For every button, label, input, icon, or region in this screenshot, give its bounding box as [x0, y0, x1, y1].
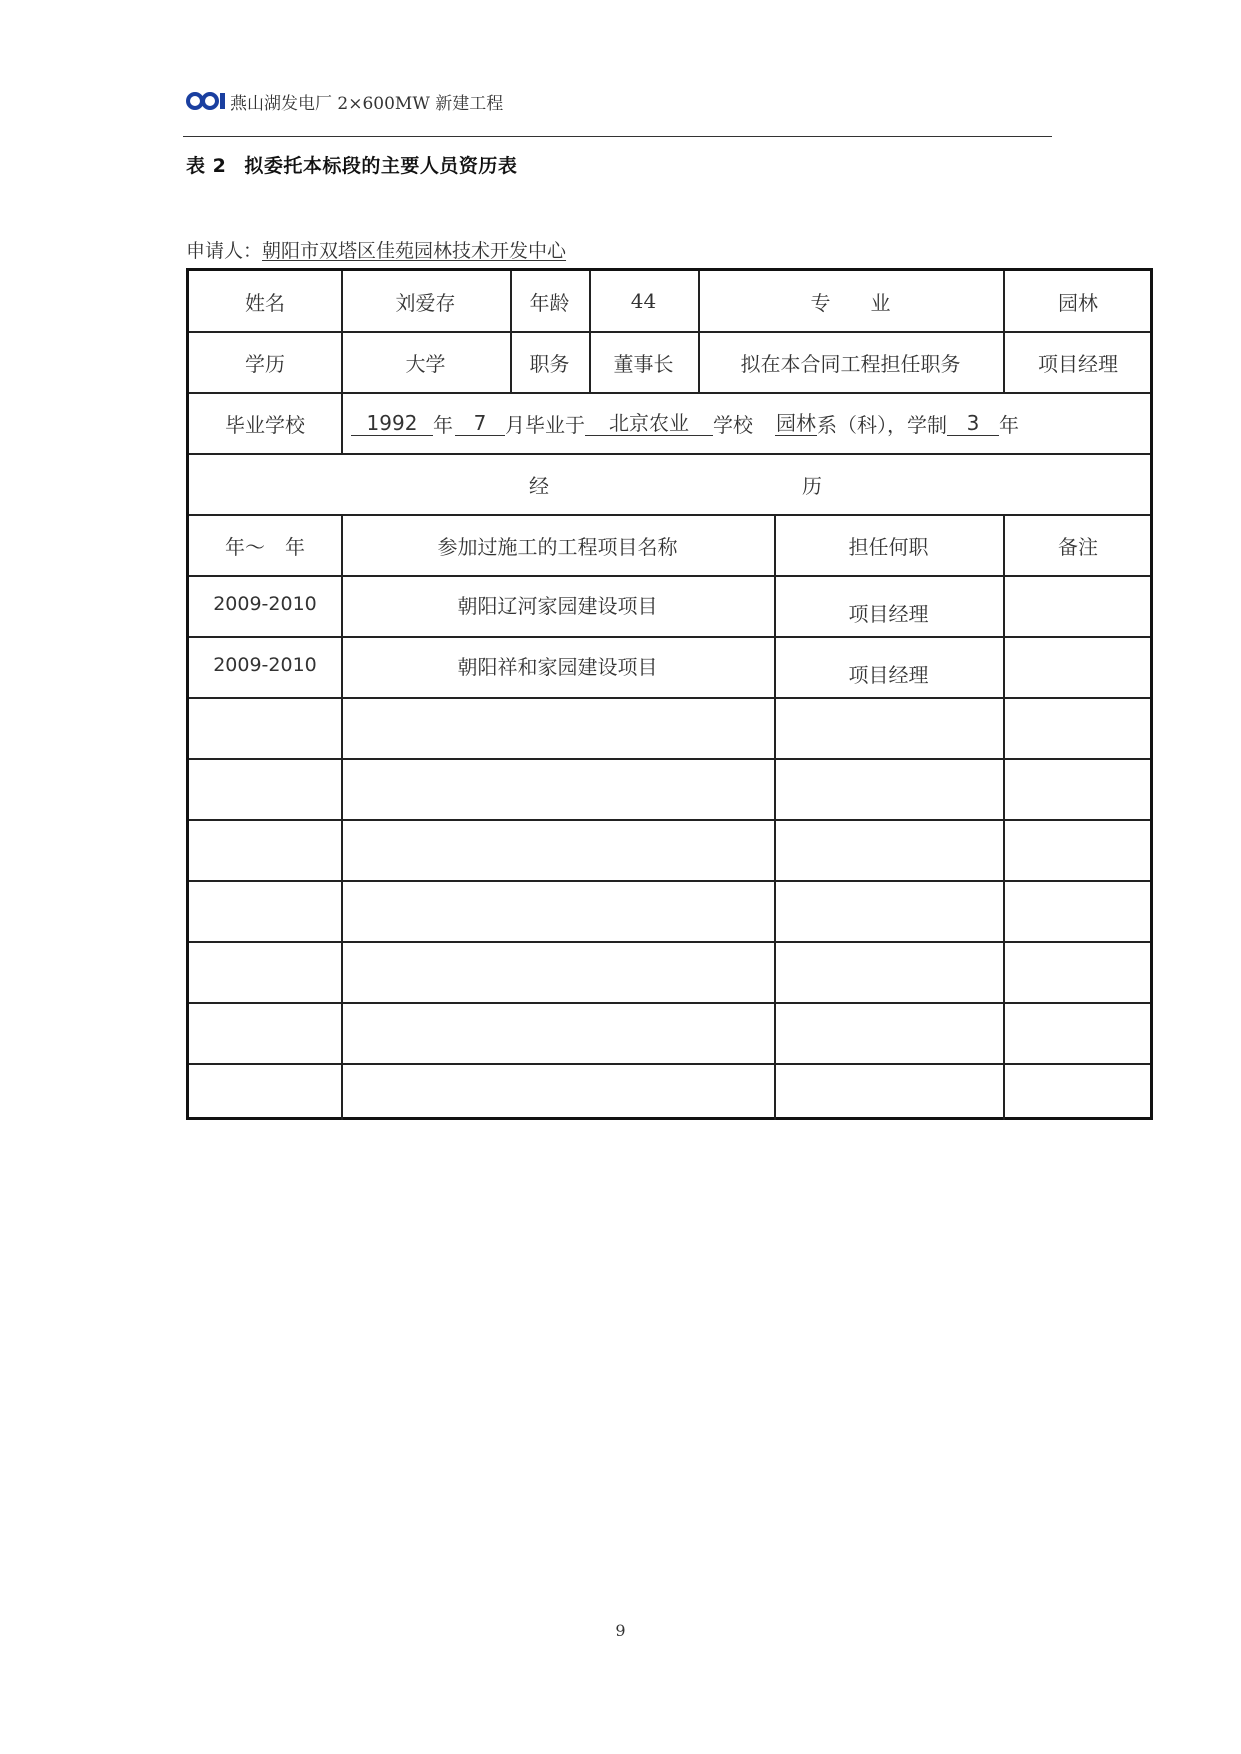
- experience-note: [1003, 576, 1153, 632]
- education-value: 大学: [405, 351, 446, 376]
- name-label: 姓名: [245, 290, 285, 315]
- applicant-label: 申请人：: [186, 240, 263, 262]
- project-title: 燕山湖发电厂 2×600MW 新建工程: [230, 93, 504, 114]
- education-label: 学历: [245, 351, 285, 376]
- graduation-year: 1992: [351, 411, 433, 436]
- table-title-text: 拟委托本标段的主要人员资历表: [244, 155, 518, 177]
- page-number: 9: [615, 1621, 626, 1640]
- row-divider: [189, 697, 1150, 699]
- col-header-years: 年～ 年: [225, 534, 305, 559]
- graduation-month-text: 月毕业于: [505, 412, 585, 437]
- col-header-role: 担任何职: [848, 534, 929, 559]
- experience-years: 2009-2010: [213, 654, 317, 676]
- position-value: 董事长: [613, 351, 674, 376]
- graduation-label: 毕业学校: [225, 412, 305, 437]
- graduation-year-unit: 年: [433, 412, 453, 437]
- row-divider: [189, 453, 1150, 455]
- row-divider: [189, 941, 1150, 943]
- page-header: [186, 86, 1052, 116]
- age-label: 年龄: [529, 290, 570, 315]
- study-duration-unit: 年: [999, 412, 1019, 437]
- experience-role: 项目经理: [848, 662, 929, 687]
- experience-title-right: 历: [802, 473, 822, 498]
- experience-project: 朝阳祥和家园建设项目: [457, 654, 658, 679]
- header-divider: [183, 136, 1052, 137]
- company-logo: [186, 90, 228, 112]
- graduation-school-suffix: 学校: [713, 412, 753, 437]
- experience-title-left: 经: [529, 473, 549, 498]
- study-duration: 3: [947, 411, 999, 436]
- table-number: 表 2: [186, 155, 227, 177]
- col-header-project: 参加过施工的工程项目名称: [437, 534, 678, 559]
- applicant-line: [186, 236, 566, 263]
- row-divider: [189, 1002, 1150, 1004]
- row-divider: [189, 819, 1150, 821]
- experience-project: 朝阳辽河家园建设项目: [457, 593, 658, 618]
- position-label: 职务: [529, 351, 570, 376]
- experience-note: [1003, 637, 1153, 693]
- graduation-month: 7: [455, 411, 505, 436]
- row-divider: [189, 758, 1150, 760]
- name-value: 刘爱存: [395, 290, 456, 315]
- graduation-detail: [341, 393, 1153, 453]
- age-value: 44: [630, 289, 657, 313]
- graduation-department: 园林: [776, 410, 816, 435]
- resume-table: [186, 268, 1153, 1120]
- graduation-department-suffix: 系（科），学制: [817, 412, 947, 437]
- experience-role: 项目经理: [848, 601, 929, 626]
- major-label: 专 业: [810, 290, 891, 315]
- major-value: 园林: [1058, 290, 1098, 315]
- graduation-school: 北京农业: [585, 411, 713, 436]
- col-header-note: 备注: [1058, 534, 1098, 559]
- proposed-role-value: 项目经理: [1038, 351, 1118, 376]
- experience-years: 2009-2010: [213, 593, 317, 615]
- proposed-role-label: 拟在本合同工程担任职务: [740, 351, 961, 376]
- applicant-name: 朝阳市双塔区佳苑园林技术开发中心: [262, 240, 567, 262]
- row-divider: [189, 880, 1150, 882]
- row-divider: [189, 1063, 1150, 1065]
- table-title: [186, 151, 517, 178]
